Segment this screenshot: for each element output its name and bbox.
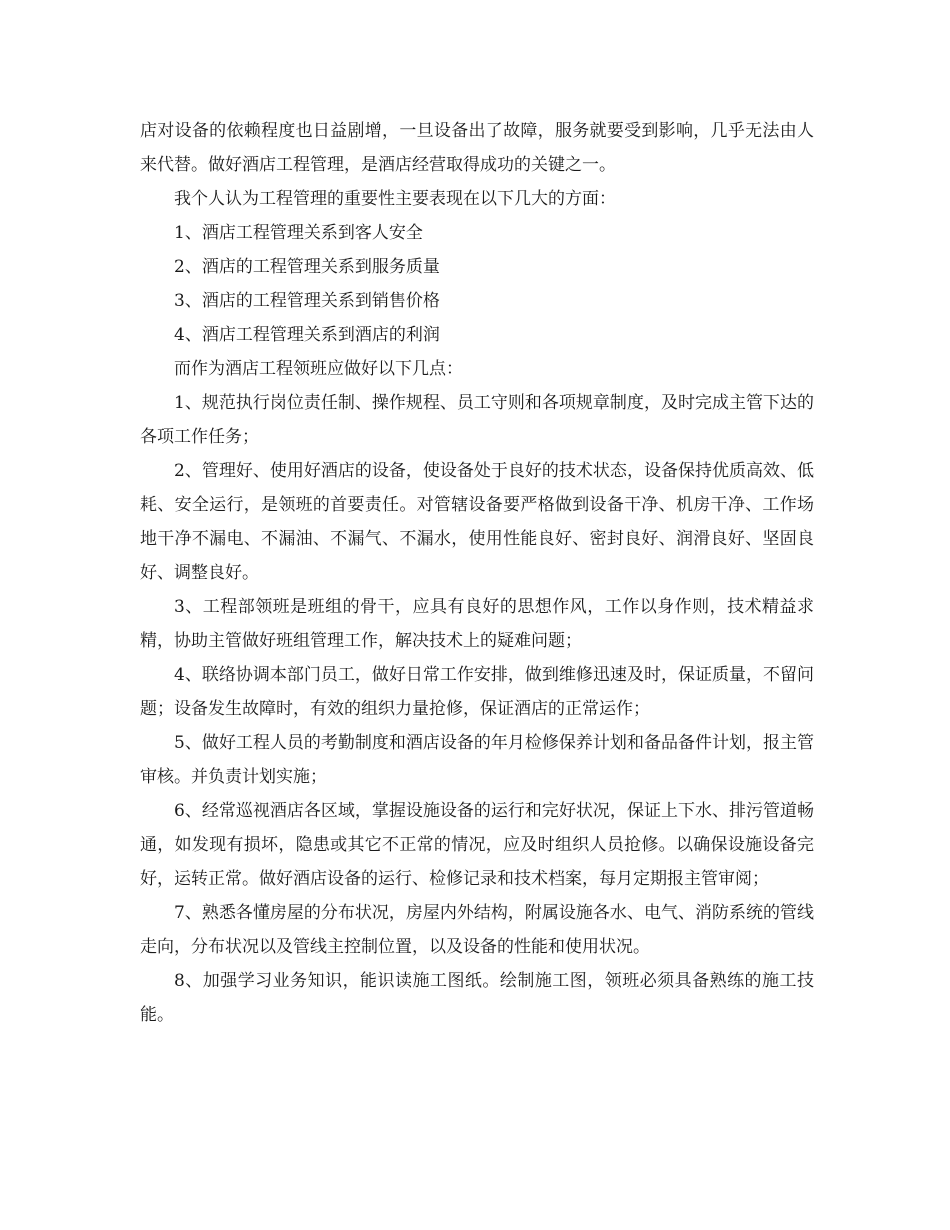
list-item-importance-2: 2、酒店的工程管理关系到服务质量: [174, 257, 440, 277]
paragraph-importance-heading: 我个人认为工程管理的重要性主要表现在以下几大的方面：: [174, 189, 616, 209]
list-item-duty-7: 7、熟悉各懂房屋的分布状况，房屋内外结构，附属设施各水、电气、消防系统的管线走向，分布状况以及管线主控制位置，以及设备的性能和使用状况。: [140, 903, 814, 957]
list-item-duty-5: 5、做好工程人员的考勤制度和酒店设备的年月检修保养计划和备品备件计划，报主管审核。并负责计划实施；: [140, 733, 814, 787]
list-item-importance-3: 3、酒店的工程管理关系到销售价格: [174, 291, 440, 311]
paragraph-duties-heading: 而作为酒店工程领班应做好以下几点：: [174, 359, 463, 379]
list-item-duty-3: 3、工程部领班是班组的骨干，应具有良好的思想作风，工作以身作则，技术精益求精，协助主管做好班组管理工作，解决技术上的疑难问题；: [140, 597, 814, 651]
list-item-duty-6: 6、经常巡视酒店各区域，掌握设施设备的运行和完好状况，保证上下水、排污管道畅通，如发现有损坏，隐患或其它不正常的情况，应及时组织人员抢修。以确保设施设备完好，运转正常。做好酒店设备的运行、检修记录和技术档案，每月定期报主管审阅；: [140, 801, 814, 889]
list-item-duty-2: 2、管理好、使用好酒店的设备，使设备处于良好的技术状态，设备保持优质高效、低耗、安全运行，是领班的首要责任。对管辖设备要严格做到设备干净、机房干净、工作场地干净不漏电、不漏油、不漏气、不漏水，使用性能良好、密封良好、润滑良好、坚固良好、调整良好。: [140, 461, 814, 583]
list-item-importance-1: 1、酒店工程管理关系到客人安全: [174, 223, 423, 243]
list-item-duty-1: 1、规范执行岗位责任制、操作规程、员工守则和各项规章制度，及时完成主管下达的各项工作任务；: [140, 393, 814, 447]
list-item-duty-4: 4、联络协调本部门员工，做好日常工作安排，做到维修迅速及时，保证质量，不留问题；设备发生故障时，有效的组织力量抢修，保证酒店的正常运作；: [140, 665, 814, 719]
list-item-duty-8: 8、加强学习业务知识，能识读施工图纸。绘制施工图，领班必须具备熟练的施工技能。: [140, 971, 814, 1025]
document-body: [140, 114, 814, 1032]
list-item-importance-4: 4、酒店工程管理关系到酒店的利润: [174, 325, 440, 345]
paragraph-intro-continuation: 店对设备的依赖程度也日益剧增，一旦设备出了故障，服务就要受到影响，几乎无法由人来代替。做好酒店工程管理，是酒店经营取得成功的关键之一。: [140, 121, 814, 175]
